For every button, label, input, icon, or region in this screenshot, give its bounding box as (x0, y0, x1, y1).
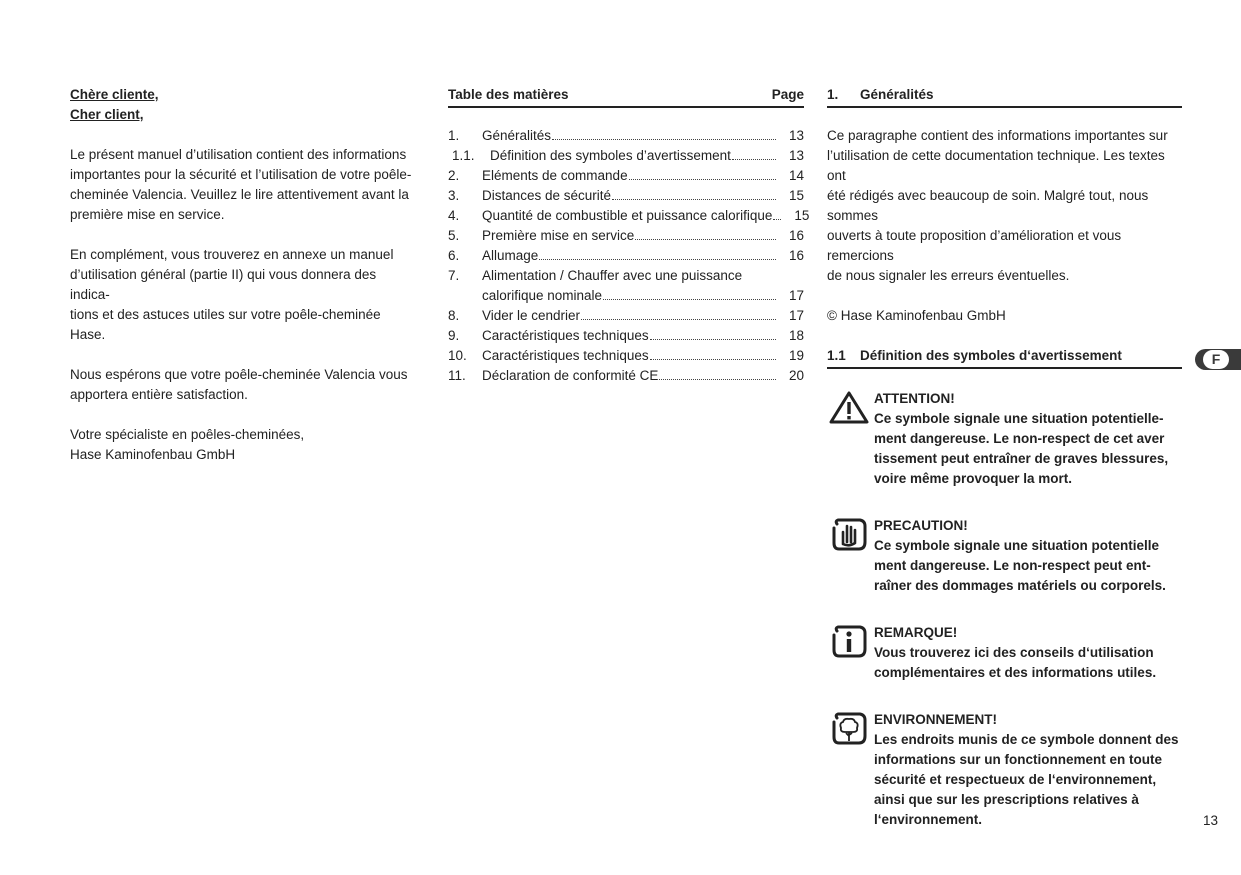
text-line: Vous trouverez ici des conseils d‘utilisation (874, 645, 1154, 660)
warning-title: REMARQUE! (874, 625, 958, 640)
toc-entry-title: Déclaration de conformité CE (482, 368, 659, 383)
toc-entry-number: 9. (448, 328, 460, 343)
toc-entry-number: 7. (448, 268, 460, 283)
toc-title: Table des matières (448, 87, 569, 102)
text-line: complémentaires et des informations utiles. (874, 665, 1157, 680)
text-line: En complément, vous trouverez en annexe un manuel (70, 247, 394, 262)
toc-entry-number: 1. (448, 128, 460, 143)
text-line: première mise en service. (70, 207, 225, 222)
toc-entry-page: 16 (788, 228, 804, 243)
tree-icon (829, 712, 869, 746)
toc-entry[interactable] (448, 366, 804, 386)
toc-entry[interactable] (448, 206, 810, 226)
toc-entry-title: Première mise en service (482, 228, 635, 243)
toc-entry-page: 20 (788, 368, 804, 383)
subsection-title: Définition des symboles d‘avertissement (860, 348, 1122, 363)
toc-entry-number: 2. (448, 168, 460, 183)
toc-entry-page: 15 (794, 208, 810, 223)
toc-list (448, 126, 810, 386)
toc-entry-title: Distances de sécurité (482, 188, 612, 203)
warning-attention (827, 389, 1182, 489)
section-intro (827, 126, 1182, 286)
toc-entry[interactable] (448, 186, 804, 206)
text-line: ment dangereuse. Le non-respect peut ent- (874, 558, 1151, 573)
toc-entry-page: 19 (788, 348, 804, 363)
text-line: Ce symbole signale une situation potentielle (874, 538, 1160, 553)
toc-page-label: Page (771, 87, 804, 102)
text-line: raîner des dommages matériels ou corporels. (874, 578, 1166, 593)
section-heading (827, 85, 1182, 108)
hand-caution-icon (829, 518, 869, 552)
text-line: Votre spécialiste en poêles-cheminées, (70, 427, 305, 442)
toc-entry-title: Quantité de combustible et puissance calorifique (482, 208, 773, 223)
text-line: sécurité et respectueux de l‘environnement, (874, 772, 1157, 787)
toc-entry-title: Vider le cendrier (482, 308, 581, 323)
toc-entry-number: 5. (448, 228, 460, 243)
wishes-paragraph (70, 365, 415, 405)
toc-entry[interactable] (448, 286, 804, 306)
text-line: d’utilisation général (partie II) qui vous donnera des indica- (70, 267, 377, 302)
text-line: Le présent manuel d’utilisation contient des informations (70, 147, 407, 162)
greeting-line: Cher client, (70, 107, 144, 122)
toc-entry-page: 17 (788, 288, 804, 303)
toc-header (448, 85, 804, 108)
toc-entry[interactable] (448, 166, 804, 186)
section-number: 1. (827, 87, 839, 102)
toc-entry-number: 10. (448, 348, 467, 363)
toc-entry-page: 13 (788, 128, 804, 143)
warning-triangle-icon (829, 391, 869, 425)
toc-entry-page: 14 (788, 168, 804, 183)
text-line: l‘environnement. (874, 812, 983, 827)
text-line: ainsi que sur les prescriptions relatives à (874, 792, 1139, 807)
toc-entry-number: 3. (448, 188, 460, 203)
toc-entry-number: 1.1. (452, 148, 475, 163)
toc-entry-page: 15 (788, 188, 804, 203)
toc-entry-title: Définition des symboles d’avertissement (490, 148, 731, 163)
toc-entry[interactable] (448, 226, 804, 246)
subsection-heading (827, 346, 1182, 369)
toc-entry-title: Généralités (482, 128, 552, 143)
toc-column (448, 85, 810, 386)
language-tab (1195, 349, 1241, 370)
text-line: informations sur un fonctionnement en toute (874, 752, 1162, 767)
left-column (70, 85, 415, 465)
text-line: ment dangereuse. Le non-respect de cet aver (874, 431, 1165, 446)
text-line: l’utilisation de cette documentation technique. Les textes ont (827, 148, 1165, 183)
toc-entry[interactable] (448, 146, 804, 166)
text-line: Ce symbole signale une situation potentielle- (874, 411, 1164, 426)
toc-entry-title: Caractéristiques techniques (482, 328, 649, 343)
toc-entry-number: 4. (448, 208, 460, 223)
toc-entry[interactable] (448, 346, 804, 366)
generalities-column (827, 85, 1182, 830)
toc-entry-page: 18 (788, 328, 804, 343)
toc-entry-title: Alimentation / Chauffer avec une puissance (482, 268, 743, 283)
warning-precaution (827, 516, 1182, 596)
toc-entry-title: calorifique nominale (482, 288, 603, 303)
warning-title: ATTENTION! (874, 391, 955, 406)
info-icon (829, 625, 869, 659)
supplement-paragraph (70, 245, 415, 345)
toc-entry[interactable] (448, 246, 804, 266)
toc-entry-title: Caractéristiques techniques (482, 348, 649, 363)
warning-environment (827, 710, 1182, 830)
text-line: ouverts à toute proposition d’amélioration et vous remercions (827, 228, 1122, 263)
toc-entry-number: 6. (448, 248, 460, 263)
warning-remark (827, 623, 1182, 683)
text-line: Hase Kaminofenbau GmbH (70, 447, 236, 462)
toc-entry-number: 11. (448, 368, 466, 383)
toc-entry-title: Allumage (482, 248, 539, 263)
toc-entry-title: Eléments de commande (482, 168, 628, 183)
text-line: Ce paragraphe contient des informations importantes sur (827, 128, 1168, 143)
copyright: © Hase Kaminofenbau GmbH (827, 308, 1006, 323)
toc-entry[interactable] (448, 266, 804, 286)
toc-entry-page: 17 (788, 308, 804, 323)
section-title: Généralités (860, 87, 934, 102)
text-line: tions et des astuces utiles sur votre poêle-cheminée Hase. (70, 307, 381, 342)
greeting (70, 85, 415, 125)
text-line: importantes pour la sécurité et l’utilisation de votre poêle- (70, 167, 412, 182)
toc-entry[interactable] (448, 126, 804, 146)
text-line: de nous signaler les erreurs éventuelles. (827, 268, 1070, 283)
text-line: été rédigés avec beaucoup de soin. Malgré tout, nous sommes (827, 188, 1149, 223)
signature-paragraph (70, 425, 415, 465)
intro-paragraph (70, 145, 415, 225)
toc-entry[interactable] (448, 326, 804, 346)
text-line: apportera entière satisfaction. (70, 387, 248, 402)
page-number: 13 (1203, 813, 1219, 828)
warning-title: PRECAUTION! (874, 518, 968, 533)
text-line: Nous espérons que votre poêle-cheminée Valencia vous (70, 367, 408, 382)
toc-entry-number: 8. (448, 308, 460, 323)
toc-entry[interactable] (448, 306, 804, 326)
text-line: voire même provoquer la mort. (874, 471, 1073, 486)
warning-title: ENVIRONNEMENT! (874, 712, 998, 727)
greeting-line: Chère cliente, (70, 87, 159, 102)
text-line: Les endroits munis de ce symbole donnent des (874, 732, 1179, 747)
language-tab-label: F (1203, 350, 1229, 369)
text-line: cheminée Valencia. Veuillez le lire attentivement avant la (70, 187, 409, 202)
text-line: tissement peut entraîner de graves blessures, (874, 451, 1169, 466)
toc-entry-page: 16 (788, 248, 804, 263)
toc-entry-page: 13 (788, 148, 804, 163)
subsection-number: 1.1 (827, 348, 846, 363)
